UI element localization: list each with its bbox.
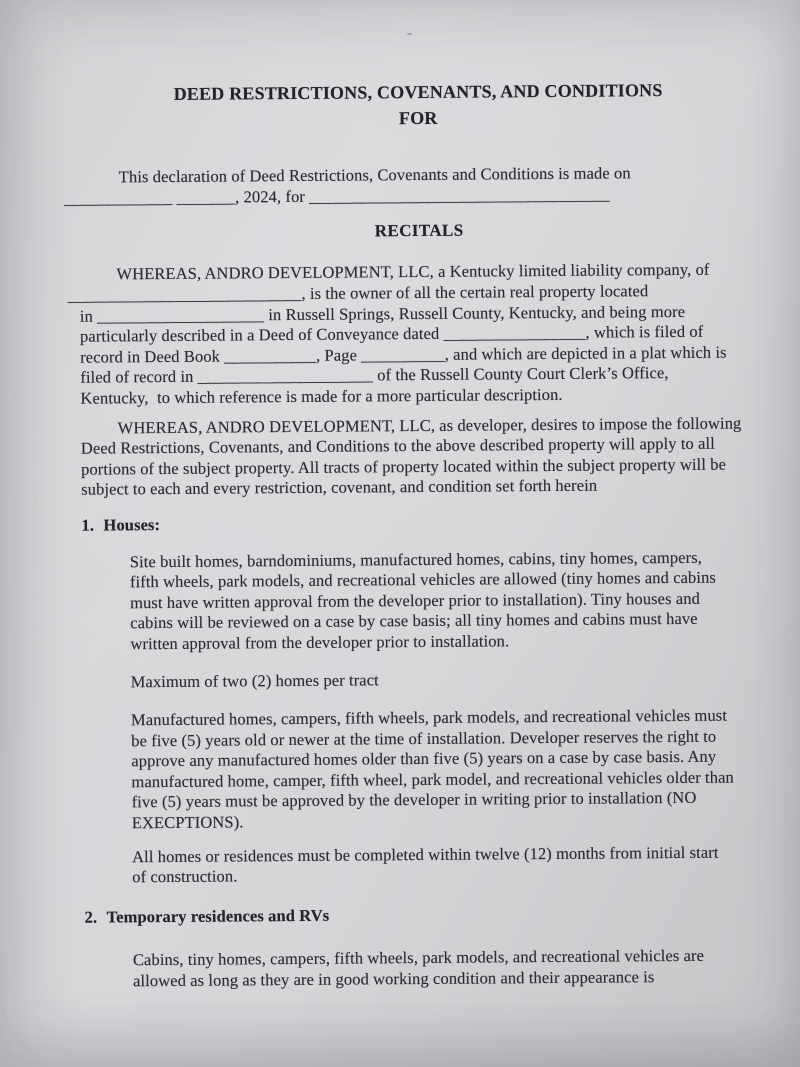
document-title: DEED RESTRICTIONS, COVENANTS, AND CONDITIONS FOR — [173, 80, 663, 128]
recitals-heading: RECITALS — [374, 221, 464, 241]
houses-paragraph-max-homes: Maximum of two (2) homes per tract — [130, 670, 379, 692]
section-number: 2. — [84, 907, 98, 927]
houses-paragraph-completion: All homes or residences must be completed within twelve (12) months from initial start of construction. — [132, 842, 719, 887]
document-content — [63, 77, 765, 992]
section-temporary-residences — [84, 902, 765, 992]
section-heading: Houses: — [103, 514, 161, 535]
section-houses — [81, 510, 764, 888]
section-heading: Temporary residences and RVs — [106, 905, 330, 927]
recital-paragraph-1: WHEREAS, ANDRO DEVELOPMENT, LLC, a Kentucky limited liability company, of ____________________________, is the owner of all the certain real property located in ____________________ in Russell Springs, Russell County, Kentucky, and being more particularly described in a Deed of Conveyance dated _________________, which is filed of record in Deed Book ___________, Page __________, and which are depicted in a plat which is filed of record in _____________________ of the Russell County Court Clerk’s Office, Kentucky, to which reference is made for a more particular description. — [67, 260, 727, 408]
paper-speck — [407, 33, 412, 36]
recital-paragraph-2: WHEREAS, ANDRO DEVELOPMENT, LLC, as developer, desires to impose the following Deed Restrictions, Covenants, and Conditions to the above described property will apply to all portions of the subject property. All tracts of property located within the subject property will be subject to each and every restriction, covenant, and condition set forth herein — [80, 413, 742, 499]
section-number: 1. — [81, 515, 95, 535]
intro-paragraph: This declaration of Deed Restrictions, Covenants and Conditions is made on _____________ _______, 2024, for ____________________________________ — [63, 163, 631, 208]
section-heading-row — [84, 902, 764, 928]
section-heading-row — [81, 510, 761, 536]
houses-paragraph-allowed-types: Site built homes, barndominiums, manufactured homes, cabins, tiny homes, campers, fifth wheels, park models, and recreational vehicles are allowed (tiny homes and cabins must have written approval from the developer prior to installation). Tiny houses and cabins will be reviewed on a case by case basis; all tiny homes and cabins must have written approval from the developer prior to installation. — [129, 547, 716, 654]
temporary-residences-paragraph: Cabins, tiny homes, campers, fifth wheels, park models, and recreational vehicles are allowed as long as they are in good working condition and their appearance is — [132, 946, 705, 991]
houses-paragraph-age-limit: Manufactured homes, campers, fifth wheels, park models, and recreational vehicles must be five (5) years old or newer at the time of installation. Developer reserves the right to approve any manufactured homes older than five (5) years on a case by case basis. Any manufactured home, camper, fifth wheel, park model, and recreational vehicles older than five (5) years must be approved by the developer in writing prior to installation (NO EXECPTIONS). — [130, 705, 734, 833]
